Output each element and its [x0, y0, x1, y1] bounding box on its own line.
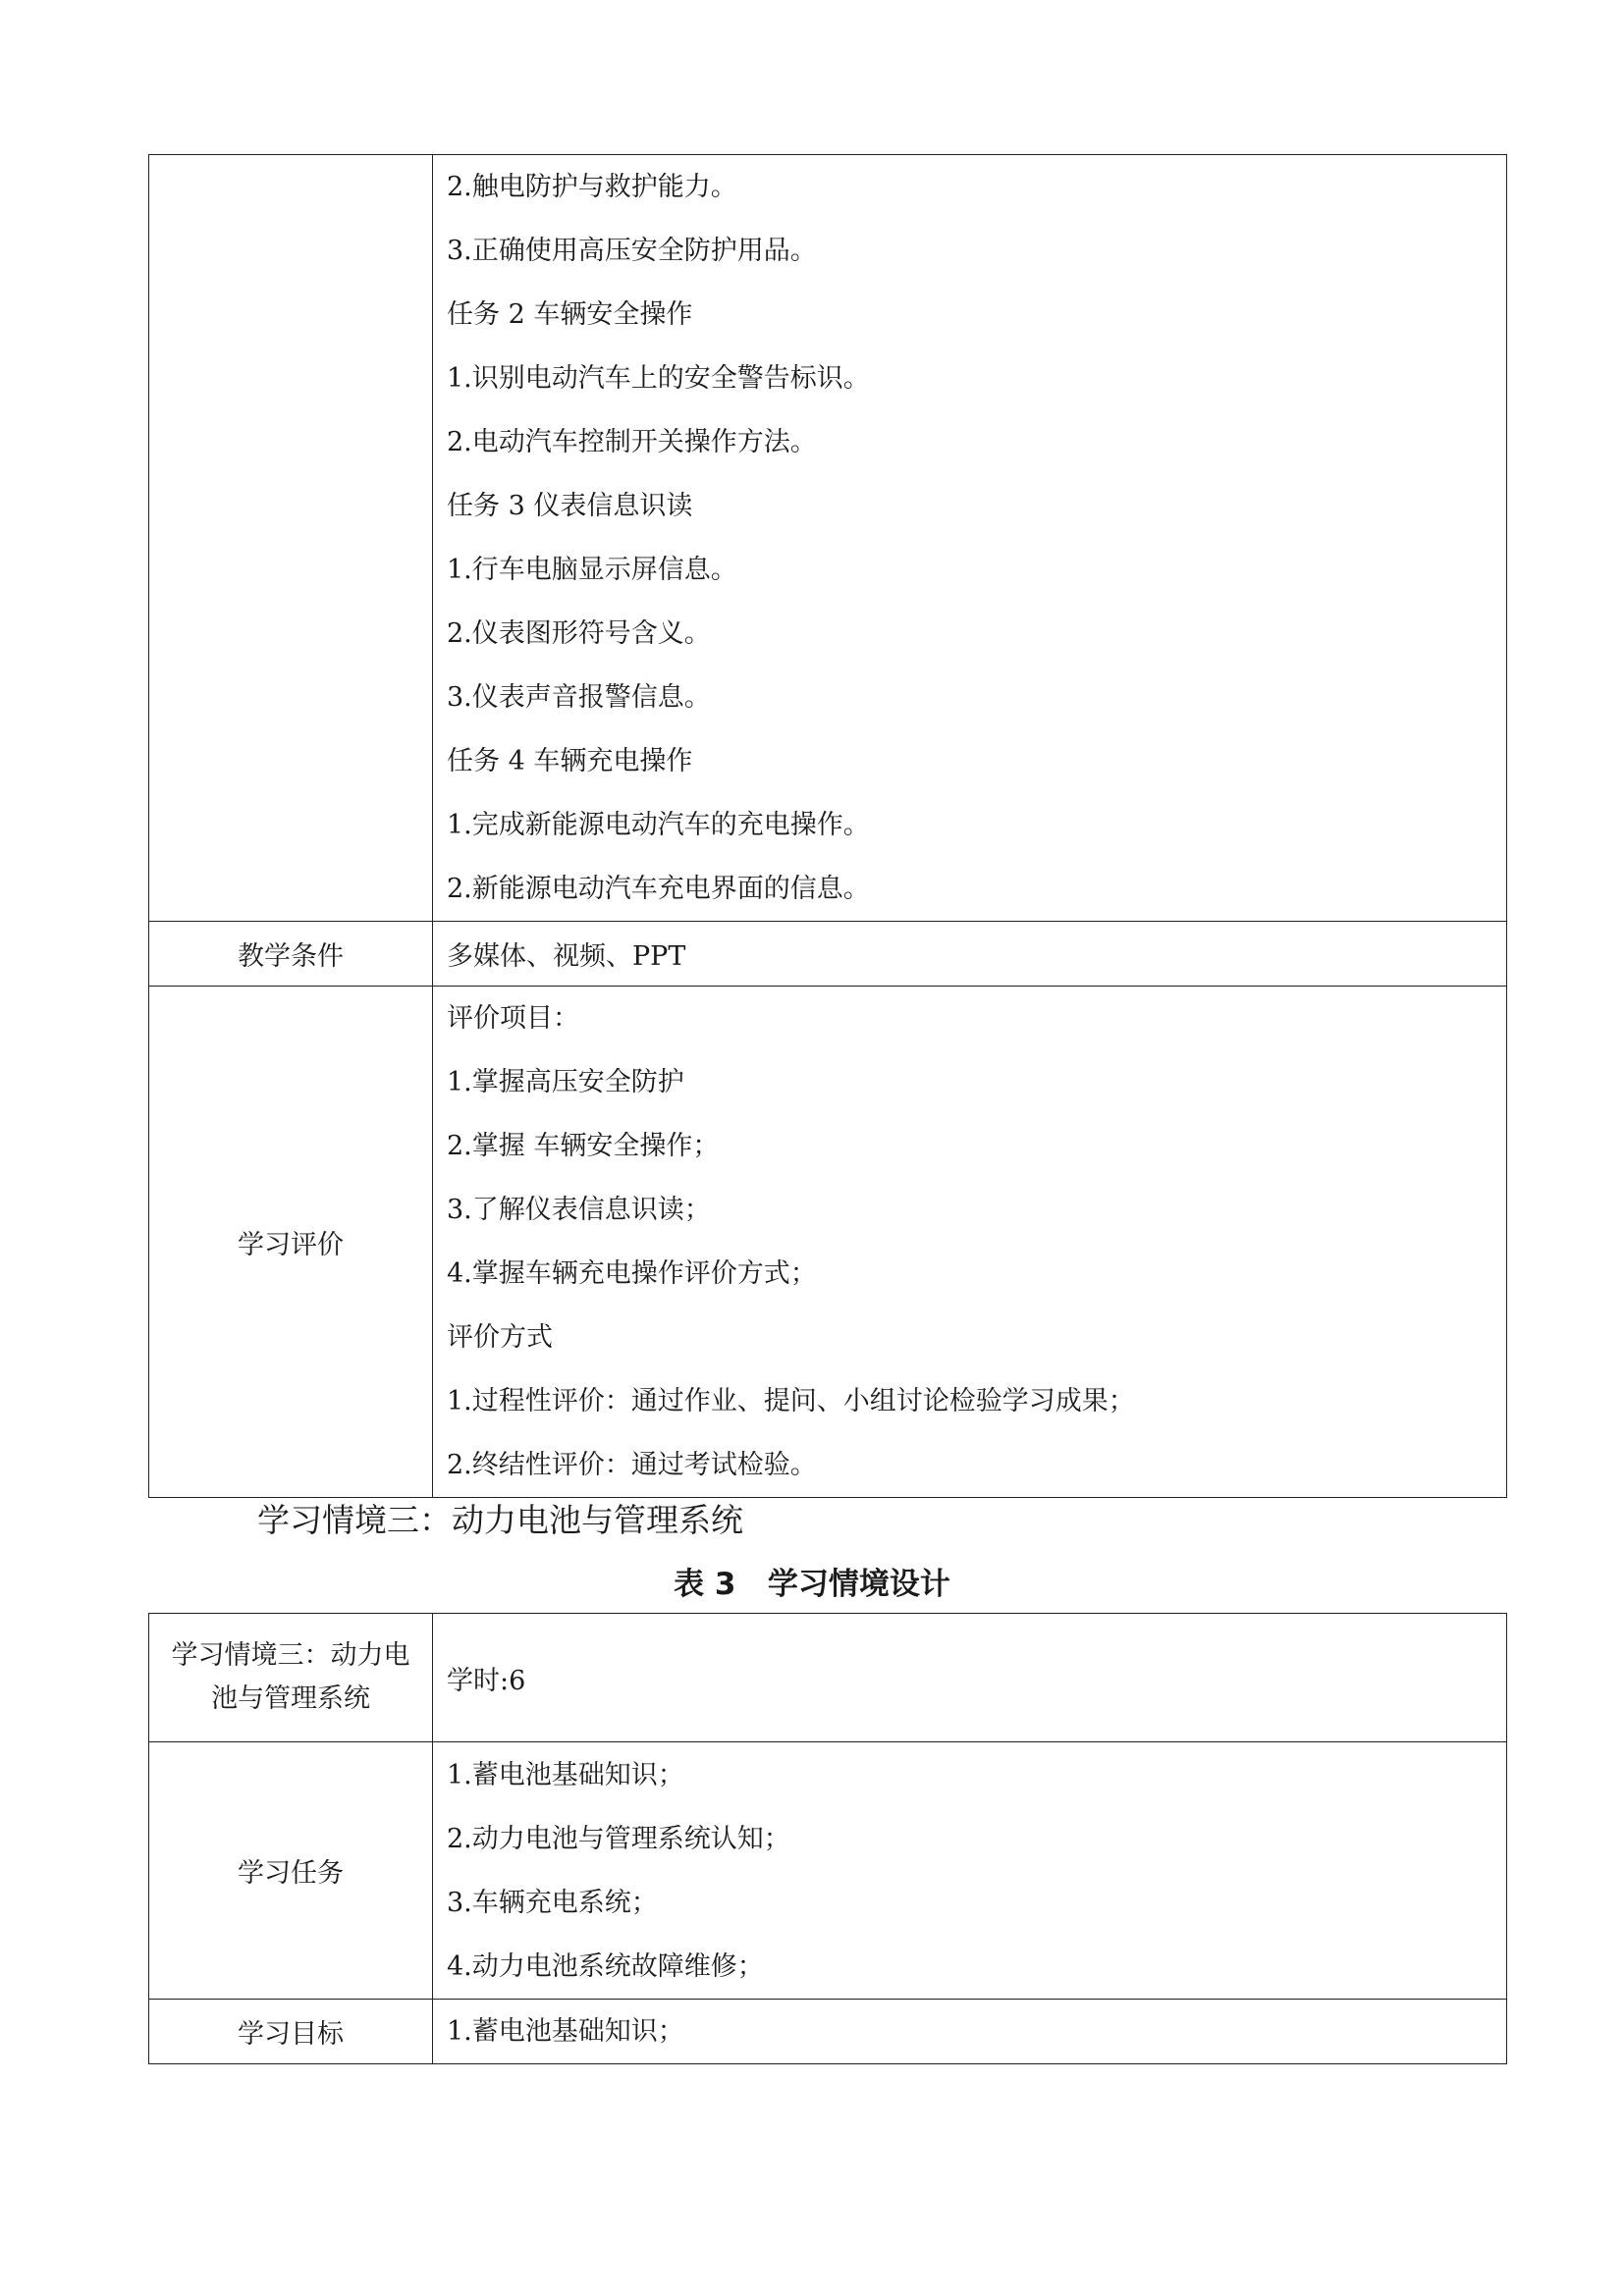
task-heading: 任务 2 车辆安全操作: [447, 299, 693, 330]
learning-evaluation-cell: [433, 987, 1507, 1498]
list-item: 1.蓄电池基础知识；: [447, 2016, 684, 2047]
learning-goals-cell: [433, 2000, 1507, 2064]
empty-label-cell: [149, 155, 433, 922]
task-heading: 任务 4 车辆充电操作: [447, 746, 693, 776]
situation-label-line: 池与管理系统: [211, 1683, 370, 1714]
list-item: 3.了解仪表信息识读；: [447, 1195, 711, 1225]
learning-situation-design-table: [148, 1613, 1507, 2064]
situation-label-line: 学习情境三：动力电: [171, 1640, 410, 1671]
teaching-conditions-label: 教学条件: [149, 922, 433, 987]
table-row: [149, 987, 1507, 1498]
list-item: 3.仪表声音报警信息。: [447, 682, 711, 713]
list-item: 1.蓄电池基础知识；: [447, 1759, 684, 1790]
evaluation-heading: 评价方式: [447, 1322, 553, 1353]
list-item: 4.掌握车辆充电操作评价方式；: [447, 1258, 817, 1289]
list-item: 2.掌握 车辆安全操作；: [447, 1131, 720, 1161]
situation-label-cell: [149, 1614, 433, 1742]
task-content-cell: [433, 155, 1507, 922]
list-item: 2.电动汽车控制开关操作方法。: [447, 427, 817, 457]
list-item: 1.识别电动汽车上的安全警告标识。: [447, 363, 870, 394]
evaluation-heading: 评价项目：: [447, 1003, 579, 1034]
list-item: 2.触电防护与救护能力。: [447, 172, 737, 202]
table-row: [149, 155, 1507, 922]
list-item: 1.过程性评价：通过作业、提问、小组讨论检验学习成果；: [447, 1386, 1135, 1416]
list-item: 3.车辆充电系统；: [447, 1887, 658, 1918]
learning-situation-table-continued: [148, 154, 1507, 1498]
table-row: [149, 1614, 1507, 1742]
task-heading: 任务 3 仪表信息识读: [447, 491, 693, 521]
class-hours-value: 学时:6: [433, 1614, 1507, 1742]
list-item: 2.新能源电动汽车充电界面的信息。: [447, 874, 870, 904]
list-item: 1.行车电脑显示屏信息。: [447, 555, 737, 585]
table-caption: 表 3 学习情境设计: [674, 1567, 950, 1602]
table-row: [149, 922, 1507, 987]
learning-tasks-cell: [433, 1742, 1507, 2000]
section-heading: 学习情境三：动力电池与管理系统: [257, 1501, 743, 1539]
list-item: 2.仪表图形符号含义。: [447, 618, 711, 649]
list-item: 4.动力电池系统故障维修；: [447, 1950, 764, 1982]
list-item: 2.动力电池与管理系统认知；: [447, 1823, 790, 1854]
table-row: [149, 1742, 1507, 2000]
list-item: 2.终结性评价：通过考试检验。: [447, 1450, 817, 1480]
table-row: [149, 2000, 1507, 2064]
learning-goals-label: 学习目标: [149, 2000, 433, 2064]
list-item: 1.完成新能源电动汽车的充电操作。: [447, 810, 870, 840]
learning-tasks-label: 学习任务: [149, 1742, 433, 2000]
teaching-conditions-value: 多媒体、视频、PPT: [433, 922, 1507, 987]
list-item: 3.正确使用高压安全防护用品。: [447, 236, 817, 266]
learning-evaluation-label: 学习评价: [149, 987, 433, 1498]
list-item: 1.掌握高压安全防护: [447, 1067, 684, 1097]
